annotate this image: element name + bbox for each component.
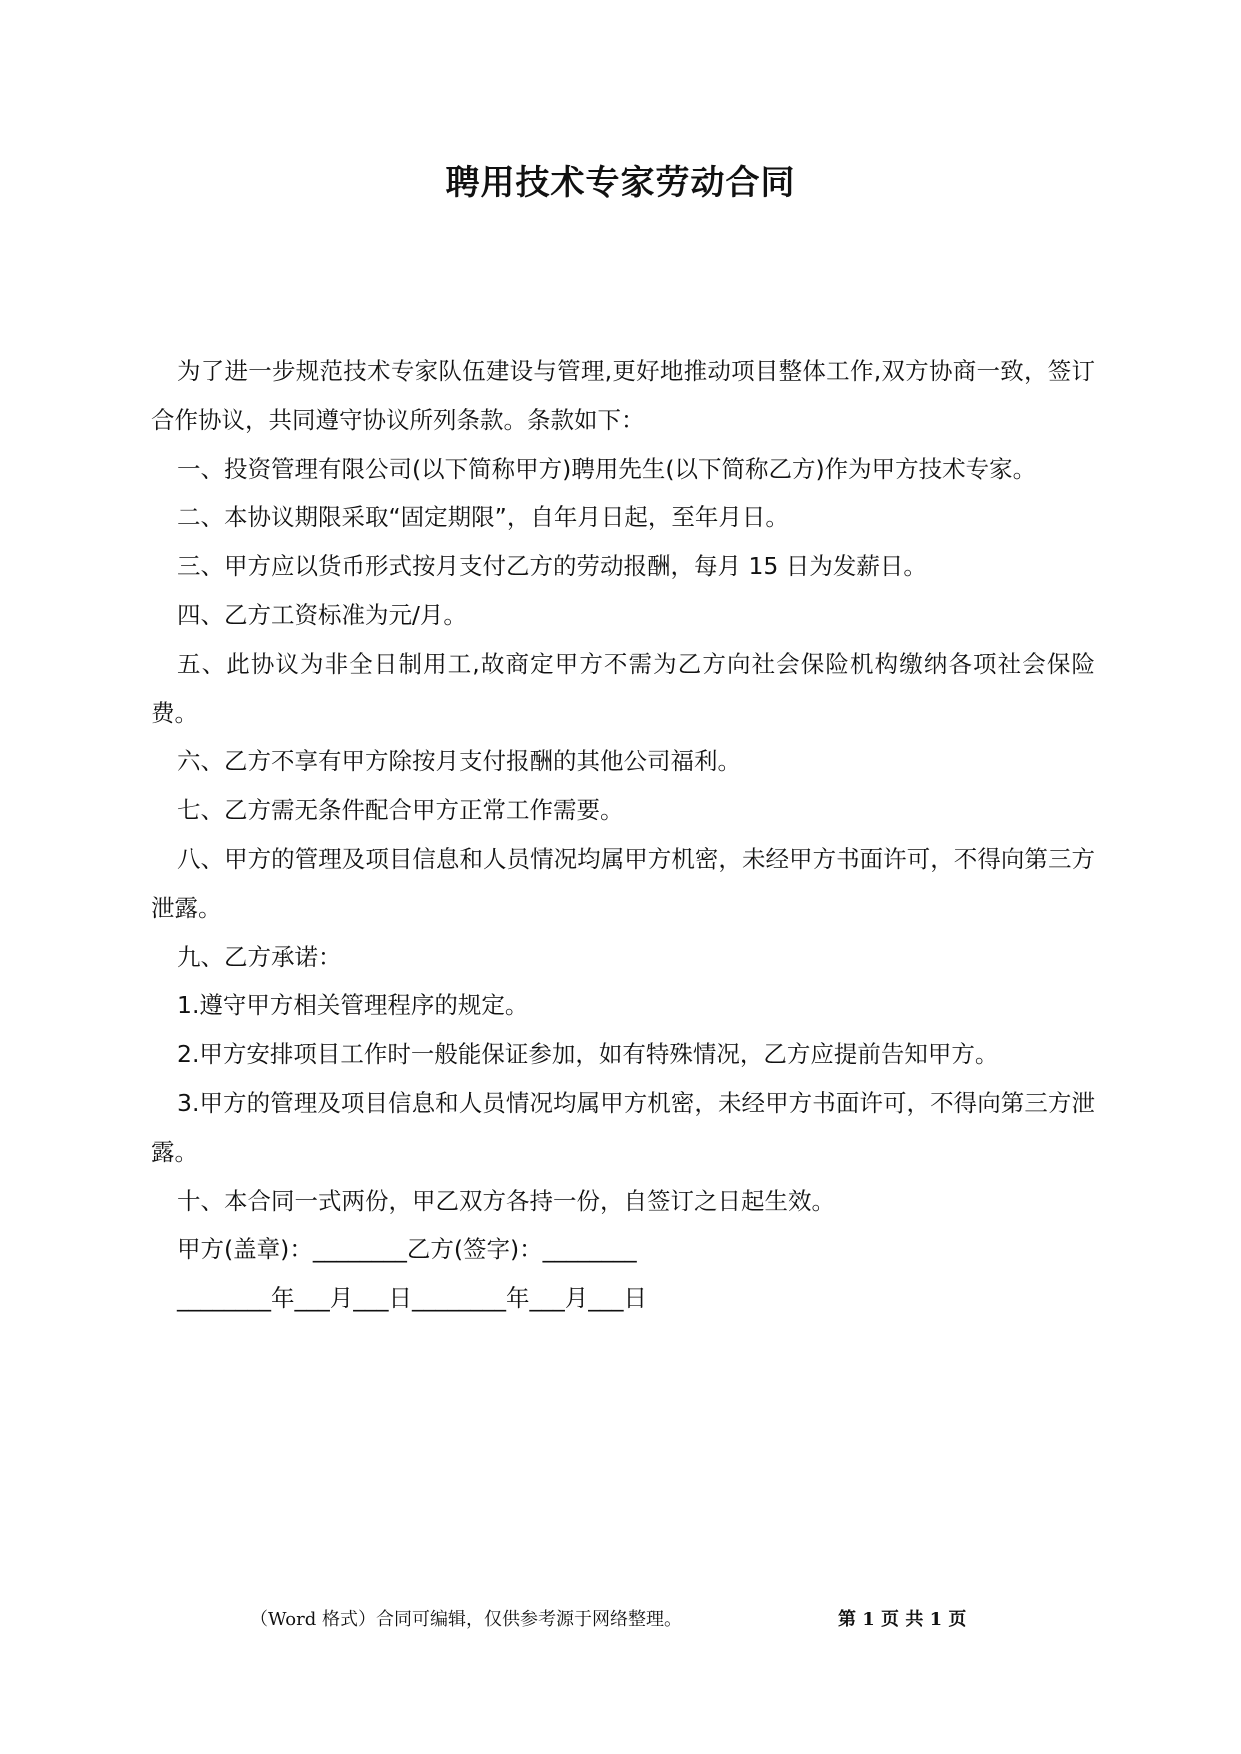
date-line: ________年___月___日________年___月___日	[177, 1284, 647, 1313]
page-number: 第 1 页 共 1 页	[838, 1609, 967, 1630]
clause-2: 二、本协议期限采取“固定期限”，自年月日起，至年月日。	[177, 503, 789, 532]
document-body	[151, 347, 1095, 1323]
commitment-3: 3.甲方的管理及项目信息和人员情况均属甲方机密，未经甲方书面许可，不得向第三方泄露。	[151, 1088, 1095, 1166]
preamble-paragraph: 为了进一步规范技术专家队伍建设与管理,更好地推动项目整体工作,双方协商一致，签订合作协议，共同遵守协议所列条款。条款如下：	[151, 357, 1095, 434]
clause-4: 四、乙方工资标准为元/月。	[177, 600, 467, 629]
clause-5: 五、此协议为非全日制用工,故商定甲方不需为乙方向社会保险机构缴纳各项社会保险费。	[151, 649, 1095, 727]
commitment-2: 2.甲方安排项目工作时一般能保证参加，如有特殊情况，乙方应提前告知甲方。	[177, 1040, 999, 1069]
clause-10: 十、本合同一式两份，甲乙双方各持一份，自签订之日起生效。	[177, 1186, 835, 1215]
clause-6: 六、乙方不享有甲方除按月支付报酬的其他公司福利。	[177, 747, 741, 776]
clause-8: 八、甲方的管理及项目信息和人员情况均属甲方机密，未经甲方书面许可，不得向第三方泄露。	[151, 844, 1095, 922]
clause-1: 一、投资管理有限公司(以下简称甲方)聘用先生(以下简称乙方)作为甲方技术专家。	[177, 454, 1037, 483]
clause-3: 三、甲方应以货币形式按月支付乙方的劳动报酬，每月 15 日为发薪日。	[177, 552, 927, 581]
clause-9: 九、乙方承诺：	[177, 942, 342, 971]
footer-note: （Word 格式）合同可编辑，仅供参考源于网络整理。	[250, 1609, 682, 1630]
signature-line: 甲方(盖章)：________乙方(签字)：________	[177, 1235, 637, 1264]
clause-7: 七、乙方需无条件配合甲方正常工作需要。	[177, 796, 624, 825]
commitment-1: 1.遵守甲方相关管理程序的规定。	[177, 991, 529, 1020]
document-title: 聘用技术专家劳动合同	[445, 163, 796, 203]
